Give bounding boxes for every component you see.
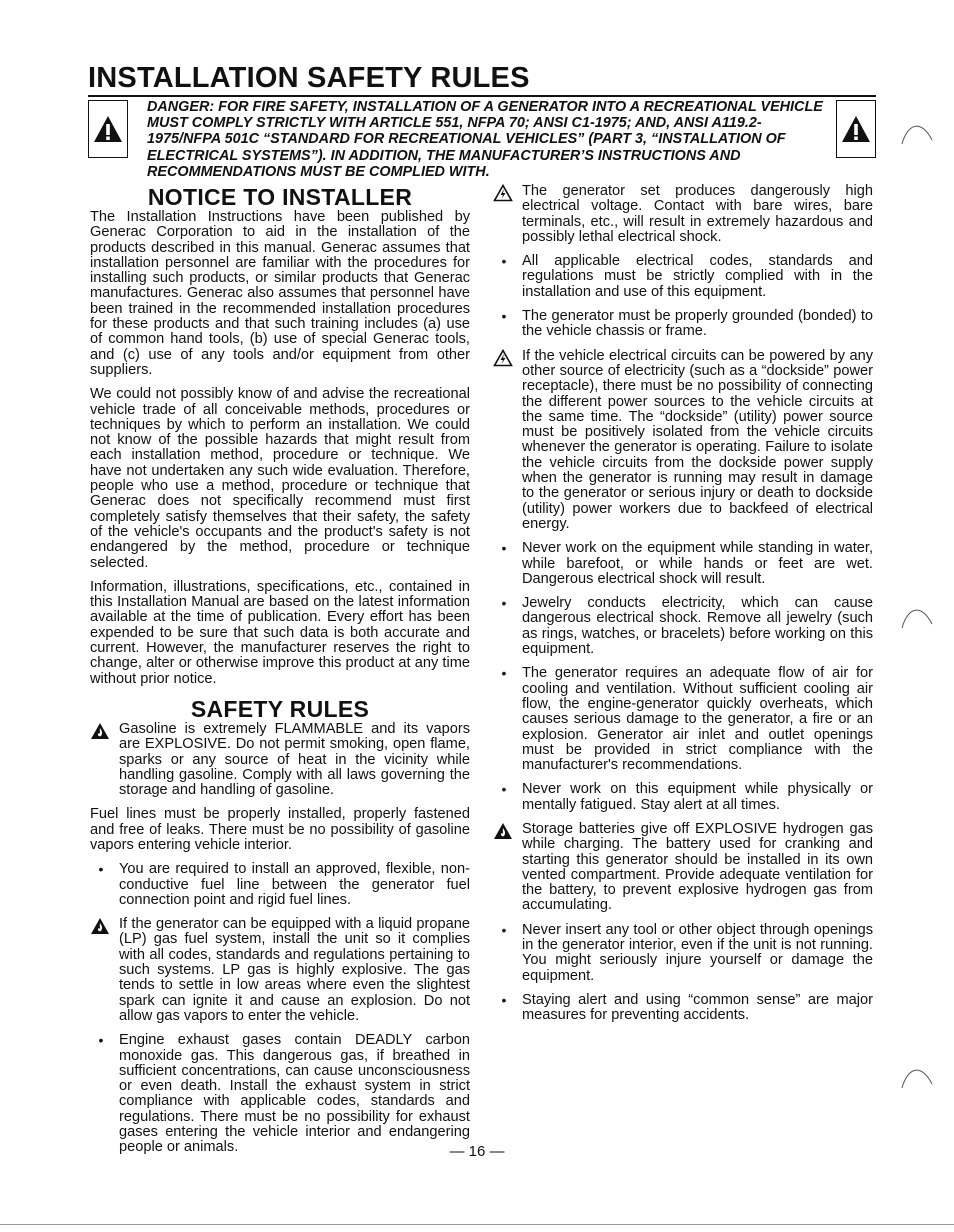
- safety-text: Staying alert and using “common sense” are major measures for preventing accidents.: [522, 991, 873, 1024]
- safety-text: All applicable electrical codes, standards and regulations must be strictly complied with in the installation and use of this equipment.: [522, 253, 873, 300]
- danger-icon-box-left: [88, 100, 128, 158]
- bullet: •: [501, 308, 507, 325]
- safety-item-common-sense: [493, 993, 873, 1024]
- electric-shock-triangle-icon: [493, 349, 517, 367]
- fire-triangle-icon: [493, 822, 517, 840]
- bullet: •: [501, 991, 507, 1008]
- warning-triangle-icon: [92, 114, 124, 144]
- danger-icon-box-right: [836, 100, 876, 158]
- safety-item-flexible-line: [90, 862, 470, 908]
- safety-text: Gasoline is extremely FLAMMABLE and its vapors are EXPLOSIVE. Do not permit smoking, open flame, sparks or any source of heat in the vicinity while handling gasoline. Comply with all laws governing the storage and handling of gasoline.: [119, 720, 470, 799]
- binder-mark: [898, 1062, 938, 1092]
- safety-text: You are required to install an approved, flexible, non-conductive fuel line between the generator fuel connection point and rigid fuel lines.: [119, 861, 470, 908]
- safety-item-codes: [493, 254, 873, 300]
- bullet: •: [501, 921, 507, 938]
- fire-triangle-icon: [90, 917, 114, 935]
- bullet: •: [501, 253, 507, 270]
- safety-text: Engine exhaust gases contain DEADLY carbon monoxide gas. This dangerous gas, if breathed in sufficient concentrations, can cause unconsciousness or even death. Install the exhaust system in strict compliance with applicable codes, standards and regulations. There must be no possibility for exhaust gases entering the vehicle interior and endangering people or animals.: [119, 1032, 470, 1156]
- safety-text: Never insert any tool or other object through openings in the generator interior, even if the unit is not running. You might seriously injure yourself or damage the equipment.: [522, 921, 873, 984]
- bullet: •: [501, 665, 507, 682]
- safety-text: Storage batteries give off EXPLOSIVE hydrogen gas while charging. The battery used for cranking and starting this generator should be installed in its own vented compartment. Provide adequate ventilation for the battery, to prevent explosive hydrogen gas from accumulating.: [522, 820, 873, 914]
- danger-notice: DANGER: FOR FIRE SAFETY, INSTALLATION OF A GENERATOR INTO A RECREATIONAL VEHICLE MUST COMPLY STRICTLY WITH ARTICLE 551, NFPA 70; ANSI C1-1975; AND, ANSI A119.2-1975/NFPA 501C “STANDARD FOR RECREATIONAL VEHICLES” (PART 3, “INSTALLATION OF ELECTRICAL SYSTEMS”). IN ADDITION, THE MANUFACTURER’S INSTRUCTIONS AND RECOMMENDATIONS MUST BE COMPLIED WITH.: [147, 99, 823, 180]
- right-column: [493, 184, 873, 1033]
- safety-text: The generator must be properly grounded (bonded) to the vehicle chassis or frame.: [522, 308, 873, 340]
- bullet: •: [98, 1032, 104, 1049]
- safety-item-battery: [493, 822, 873, 914]
- notice-paragraph: The Installation Instructions have been published by Generac Corporation to aid in the installation of the products described in this manual. Generac assumes that installation personnel are familiar with the procedures for installing such products, or similar products that Generac manufactures. Generac also assumes that personnel have been trained in the recommended installation procedures for these products and that such training includes (a) use of common hand tools, (b) use of special Generac tools, and (c) use of any tools and/or equipment from other suppliers.: [90, 209, 470, 378]
- safety-item-gasoline: [90, 722, 470, 798]
- safety-item-fatigued: [493, 782, 873, 813]
- binder-mark: [898, 602, 938, 632]
- safety-item-grounded: [493, 309, 873, 340]
- safety-text: Never work on the equipment while standing in water, while barefoot, or while hands or feet are wet. Dangerous electrical shock will result.: [522, 540, 873, 587]
- safety-text: If the vehicle electrical circuits can be powered by any other source of electricity (such as a “dockside” power receptacle), there must be no possibility of connecting the different power sources to the vehicle circuits at the same time. The “dockside” (utility) power source must be positively isolated from the vehicle circuits whenever the generator is operating. Failure to isolate the vehicle circuits from the dockside power supply when the generator is running may result in damage to the generator or serious injury or death to dockside (utility) power workers due to backfeed of electrical energy.: [522, 347, 873, 532]
- safety-text: If the generator can be equipped with a liquid propane (LP) gas fuel system, install the unit so it complies with all codes, standards and regulations pertaining to such systems. LP gas is highly explosive. The gas tends to settle in low areas where even the slightest spark can ignite it and cause an explosion. Do not allow gas vapors to enter the vehicle.: [119, 916, 470, 1024]
- notice-paragraph: Information, illustrations, specifications, etc., contained in this Installation Manual are based on the latest information available at the time of publication. Every effort has been expended to be sure that such data is both accurate and current. However, the manufacturer reserves the right to change, alter or otherwise improve this product at any time without prior notice.: [90, 578, 470, 687]
- safety-text: Jewelry conducts electricity, which can cause dangerous electrical shock. Remove all jewelry (such as rings, watches, or bracelets) before working on this equipment.: [522, 595, 873, 658]
- safety-item-tool: [493, 923, 873, 984]
- safety-text: The generator set produces dangerously high electrical voltage. Contact with bare wires, bare terminals, etc., will result in extremely hazardous and possibly lethal electrical shock.: [522, 183, 873, 245]
- safety-text-fuel-lines: Fuel lines must be properly installed, properly fastened and free of leaks. There must be no possibility of gasoline vapors entering vehicle interior.: [90, 806, 470, 853]
- safety-text: Never work on this equipment while physically or mentally fatigued. Stay alert at all times.: [522, 781, 873, 813]
- safety-item-exhaust: [90, 1033, 470, 1155]
- safety-item-dockside: [493, 349, 873, 533]
- bullet: •: [501, 781, 507, 798]
- safety-item-water: [493, 541, 873, 587]
- page-title: INSTALLATION SAFETY RULES: [88, 62, 530, 94]
- notice-heading: NOTICE TO INSTALLER: [147, 184, 413, 210]
- bullet: •: [501, 540, 507, 557]
- safety-item-air-flow: [493, 666, 873, 773]
- bottom-rule: [0, 1224, 954, 1225]
- safety-item-lp-gas: [90, 917, 470, 1024]
- notice-paragraph: We could not possibly know of and advise the recreational vehicle trade of all conceivable methods, procedures or techniques by which to perform an installation. We could not know of the possible hazards that might result from each installation method, procedure or technique. We have not undertaken any such wide evaluation. Therefore, people who use a method, procedure or technique that Generac does not specifically recommend must first completely satisfy themselves that their safety, the safety of the vehicle's occupants and the product's safety is not endangered by the method, procedure or technique selected.: [90, 386, 470, 571]
- bullet: •: [98, 861, 104, 878]
- bullet: •: [501, 595, 507, 612]
- safety-item-high-voltage: [493, 184, 873, 245]
- binder-mark: [898, 118, 938, 148]
- electric-shock-triangle-icon: [493, 184, 517, 202]
- warning-triangle-icon: [840, 114, 872, 144]
- fire-triangle-icon: [90, 722, 114, 740]
- title-rule: [88, 95, 876, 97]
- safety-heading: SAFETY RULES: [190, 695, 370, 722]
- left-column: [90, 184, 470, 1165]
- page-number: — 16 —: [449, 1143, 505, 1160]
- safety-text: The generator requires an adequate flow of air for cooling and ventilation. Without sufficient cooling air flow, the engine-generator quickly overheats, which causes serious damage to the generator, a fire or an explosion. Generator air inlet and outlet openings must be provided in strict compliance with the manufacturer's recommendations.: [522, 665, 873, 774]
- safety-item-jewelry: [493, 596, 873, 657]
